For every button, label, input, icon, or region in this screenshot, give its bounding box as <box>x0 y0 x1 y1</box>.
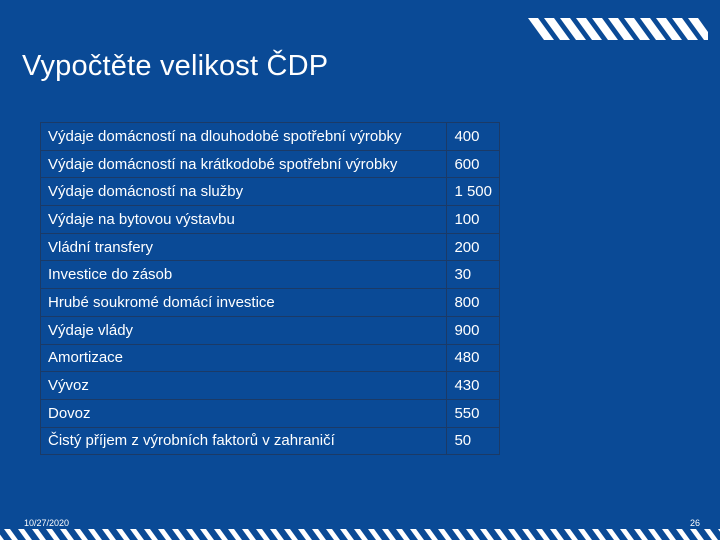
row-value: 100 <box>447 206 500 234</box>
table-row <box>41 427 500 455</box>
table-row <box>41 123 500 151</box>
table-row <box>41 344 500 372</box>
row-label: Čistý příjem z výrobních faktorů v zahraničí <box>41 427 447 455</box>
row-value: 30 <box>447 261 500 289</box>
bottom-stripes-icon <box>0 529 720 540</box>
row-label: Vývoz <box>41 372 447 400</box>
row-label: Dovoz <box>41 399 447 427</box>
row-value: 600 <box>447 150 500 178</box>
table-row <box>41 178 500 206</box>
table-row <box>41 233 500 261</box>
row-value: 550 <box>447 399 500 427</box>
row-label: Vládní transfery <box>41 233 447 261</box>
row-value: 800 <box>447 289 500 317</box>
row-label: Výdaje domácností na dlouhodobé spotřební výrobky <box>41 123 447 151</box>
table-row <box>41 261 500 289</box>
table-row <box>41 206 500 234</box>
row-value: 430 <box>447 372 500 400</box>
row-label: Výdaje domácností na krátkodobé spotřební výrobky <box>41 150 447 178</box>
footer-date: 10/27/2020 <box>24 518 70 528</box>
row-value: 1 500 <box>447 178 500 206</box>
row-value: 480 <box>447 344 500 372</box>
table-row <box>41 399 500 427</box>
row-label: Investice do zásob <box>41 261 447 289</box>
table-row <box>41 150 500 178</box>
data-table <box>40 122 500 455</box>
row-label: Výdaje na bytovou výstavbu <box>41 206 447 234</box>
row-value: 50 <box>447 427 500 455</box>
page-number: 26 <box>689 518 700 528</box>
row-label: Amortizace <box>41 344 447 372</box>
table-row <box>41 372 500 400</box>
row-value: 200 <box>447 233 500 261</box>
table-row <box>41 289 500 317</box>
row-value: 400 <box>447 123 500 151</box>
row-label: Hrubé soukromé domácí investice <box>41 289 447 317</box>
row-label: Výdaje domácností na služby <box>41 178 447 206</box>
row-value: 900 <box>447 316 500 344</box>
table-row <box>41 316 500 344</box>
row-label: Výdaje vlády <box>41 316 447 344</box>
slide-title: Vypočtěte velikost ČDP <box>22 50 329 82</box>
decorative-stripes-icon <box>528 12 708 46</box>
